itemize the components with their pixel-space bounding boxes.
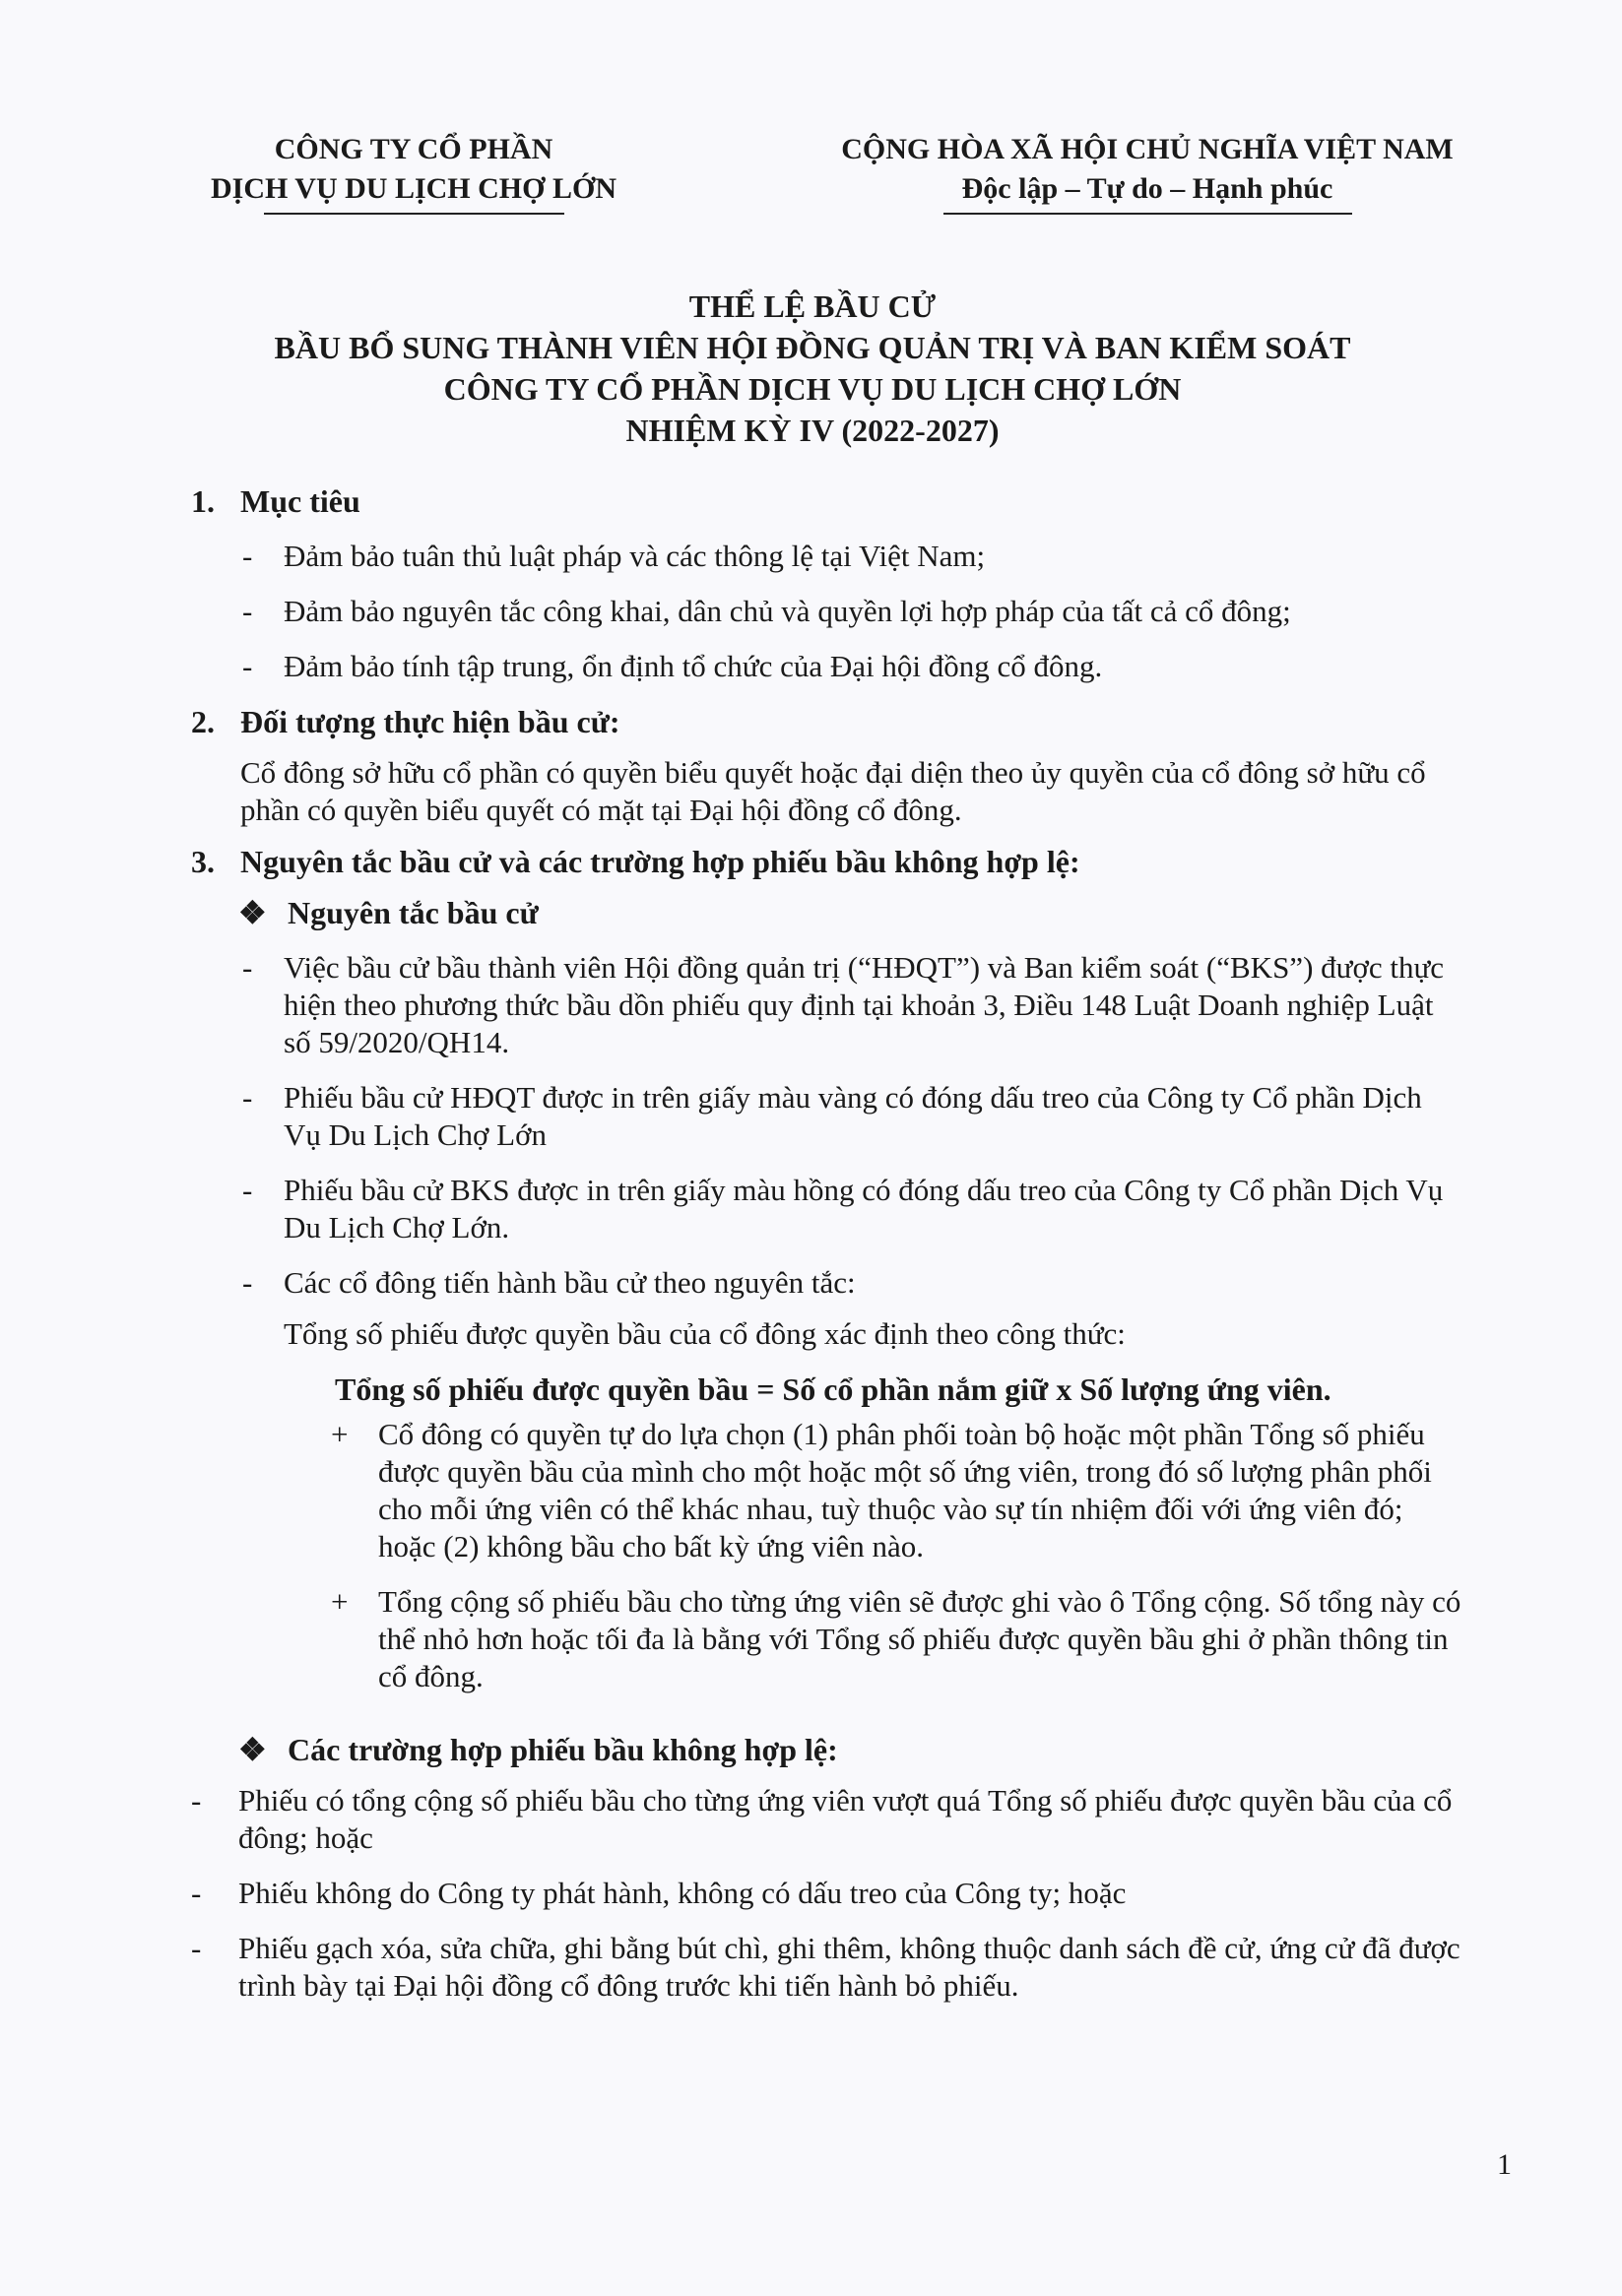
item-text: Việc bầu cử bầu thành viên Hội đồng quản trị (“HĐQT”) và Ban kiểm soát (“BKS”) được thực hiện theo phương thức bầu dồn phiếu quy định tại khoản 3, Điều 148 Luật Doanh nghiệp Luật số 59/2020/QH14.	[284, 950, 1445, 1059]
item-text: Đảm bảo nguyên tắc công khai, dân chủ và quyền lợi hợp pháp của tất cả cổ đông;	[284, 594, 1291, 628]
dash-bullet: -	[191, 1783, 202, 1818]
item-text: Các cổ đông tiến hành bầu cử theo nguyên tắc:	[284, 1265, 856, 1300]
dash-bullet: -	[242, 1173, 253, 1207]
company-block	[192, 130, 635, 215]
dash-bullet: -	[242, 649, 253, 683]
nation-motto: Độc lập – Tự do – Hạnh phúc	[961, 172, 1333, 205]
nation-line-1: CỘNG HÒA XÃ HỘI CHỦ NGHĨA VIỆT NAM	[841, 133, 1454, 165]
plus-item	[331, 1583, 1461, 1695]
diamond-bullet-icon: ❖	[238, 895, 267, 930]
vote-formula: Tổng số phiếu được quyền bầu = Số cổ phần nắm giữ x Số lượng ứng viên.	[335, 1371, 1331, 1407]
dash-bullet: -	[191, 1876, 202, 1910]
item-text: Phiếu có tổng cộng số phiếu bầu cho từng ứng viên vượt quá Tổng số phiếu được quyền bầu của cổ đông; hoặc	[238, 1783, 1453, 1855]
page-number: 1	[1497, 2148, 1512, 2181]
principles-title: Nguyên tắc bầu cử	[288, 895, 539, 930]
principle-item	[242, 1264, 1461, 1302]
invalid-title: Các trường hợp phiếu bầu không hợp lệ:	[288, 1732, 838, 1767]
dash-bullet: -	[242, 950, 253, 985]
invalid-item	[191, 1782, 1461, 1857]
section-3-heading	[191, 843, 1461, 880]
plus-bullet: +	[331, 1584, 349, 1619]
company-line-1: CÔNG TY CỔ PHẦN	[274, 133, 553, 165]
invalid-item	[191, 1875, 1461, 1912]
section-1-number: 1.	[191, 483, 215, 519]
section-3-number: 3.	[191, 844, 215, 879]
dash-bullet: -	[242, 1080, 253, 1115]
company-underline	[264, 213, 564, 215]
section-1-heading	[191, 482, 1461, 520]
section-1-item	[242, 538, 1461, 575]
section-1-item	[242, 593, 1461, 630]
dash-bullet: -	[242, 594, 253, 628]
item-text: Phiếu không do Công ty phát hành, không có dấu treo của Công ty; hoặc	[238, 1876, 1127, 1910]
invalid-item	[191, 1930, 1461, 2005]
item-text: Phiếu bầu cử HĐQT được in trên giấy màu vàng có đóng dấu treo của Công ty Cổ phần Dịch Vụ Du Lịch Chợ Lớn	[284, 1080, 1422, 1152]
item-text: Đảm bảo tính tập trung, ổn định tổ chức của Đại hội đồng cổ đông.	[284, 649, 1103, 683]
section-1-title: Mục tiêu	[240, 483, 360, 519]
section-3-title: Nguyên tắc bầu cử và các trường hợp phiếu bầu không hợp lệ:	[240, 844, 1080, 879]
document-body	[191, 482, 1461, 2005]
title-line-4: NHIỆM KỲ IV (2022-2027)	[625, 413, 1000, 448]
title-line-1: THỂ LỆ BẦU CỬ	[688, 288, 937, 324]
item-text: Phiếu bầu cử BKS được in trên giấy màu hồng có đóng dấu treo của Công ty Cổ phần Dịch Vụ Du Lịch Chợ Lớn.	[284, 1173, 1444, 1244]
principle-item	[242, 949, 1461, 1061]
item-text: Cổ đông có quyền tự do lựa chọn (1) phân phối toàn bộ hoặc một phần Tổng số phiếu được quyền bầu của mình cho một hoặc một số ứng viên, trong đó số lượng phân phối cho mỗi ứng viên có thể khác nhau, tuỳ thuộc vào sự tín nhiệm đối với ứng viên đó; hoặc (2) không bầu cho bất kỳ ứng viên nào.	[378, 1417, 1432, 1563]
dash-bullet: -	[242, 539, 253, 573]
section-2-heading	[191, 703, 1461, 740]
plus-item	[331, 1416, 1461, 1565]
item-text: Phiếu gạch xóa, sửa chữa, ghi bằng bút chì, ghi thêm, không thuộc danh sách đề cử, ứng cử đã được trình bày tại Đại hội đồng cổ đông trước khi tiến hành bỏ phiếu.	[238, 1931, 1460, 2003]
section-2-text: Cổ đông sở hữu cổ phần có quyền biểu quyết hoặc đại diện theo ủy quyền của cổ đông sở hữu cổ phần có quyền biểu quyết có mặt tại Đại hội đồng cổ đông.	[240, 755, 1426, 827]
dash-bullet: -	[242, 1265, 253, 1300]
item-text: Tổng cộng số phiếu bầu cho từng ứng viên sẽ được ghi vào ô Tổng cộng. Số tổng này có thể nhỏ hơn hoặc tối đa là bằng với Tổng số phiếu được quyền bầu ghi ở phần thông tin cổ đông.	[378, 1584, 1461, 1693]
document-title	[118, 286, 1507, 451]
plus-bullet: +	[331, 1417, 349, 1451]
principle-item	[242, 1172, 1461, 1246]
item-text: Đảm bảo tuân thủ luật pháp và các thông lệ tại Việt Nam;	[284, 539, 986, 573]
title-line-3: CÔNG TY CỔ PHẦN DỊCH VỤ DU LỊCH CHỢ LỚN	[443, 371, 1182, 407]
section-1-item	[242, 648, 1461, 685]
company-line-2: DỊCH VỤ DU LỊCH CHỢ LỚN	[211, 172, 616, 205]
formula-intro: Tổng số phiếu được quyền bầu của cổ đông xác định theo công thức:	[284, 1316, 1126, 1351]
section-2-number: 2.	[191, 704, 215, 739]
nation-block	[803, 130, 1492, 215]
principle-item	[242, 1079, 1461, 1154]
diamond-bullet-icon: ❖	[238, 1732, 267, 1767]
dash-bullet: -	[191, 1931, 202, 1965]
section-2-title: Đối tượng thực hiện bầu cử:	[240, 704, 620, 739]
invalid-heading	[238, 1731, 1461, 1768]
principles-heading	[238, 894, 1461, 931]
document-header	[0, 130, 1622, 219]
nation-underline	[943, 213, 1352, 215]
title-line-2: BẦU BỔ SUNG THÀNH VIÊN HỘI ĐỒNG QUẢN TRỊ VÀ BAN KIỂM SOÁT	[274, 330, 1351, 365]
